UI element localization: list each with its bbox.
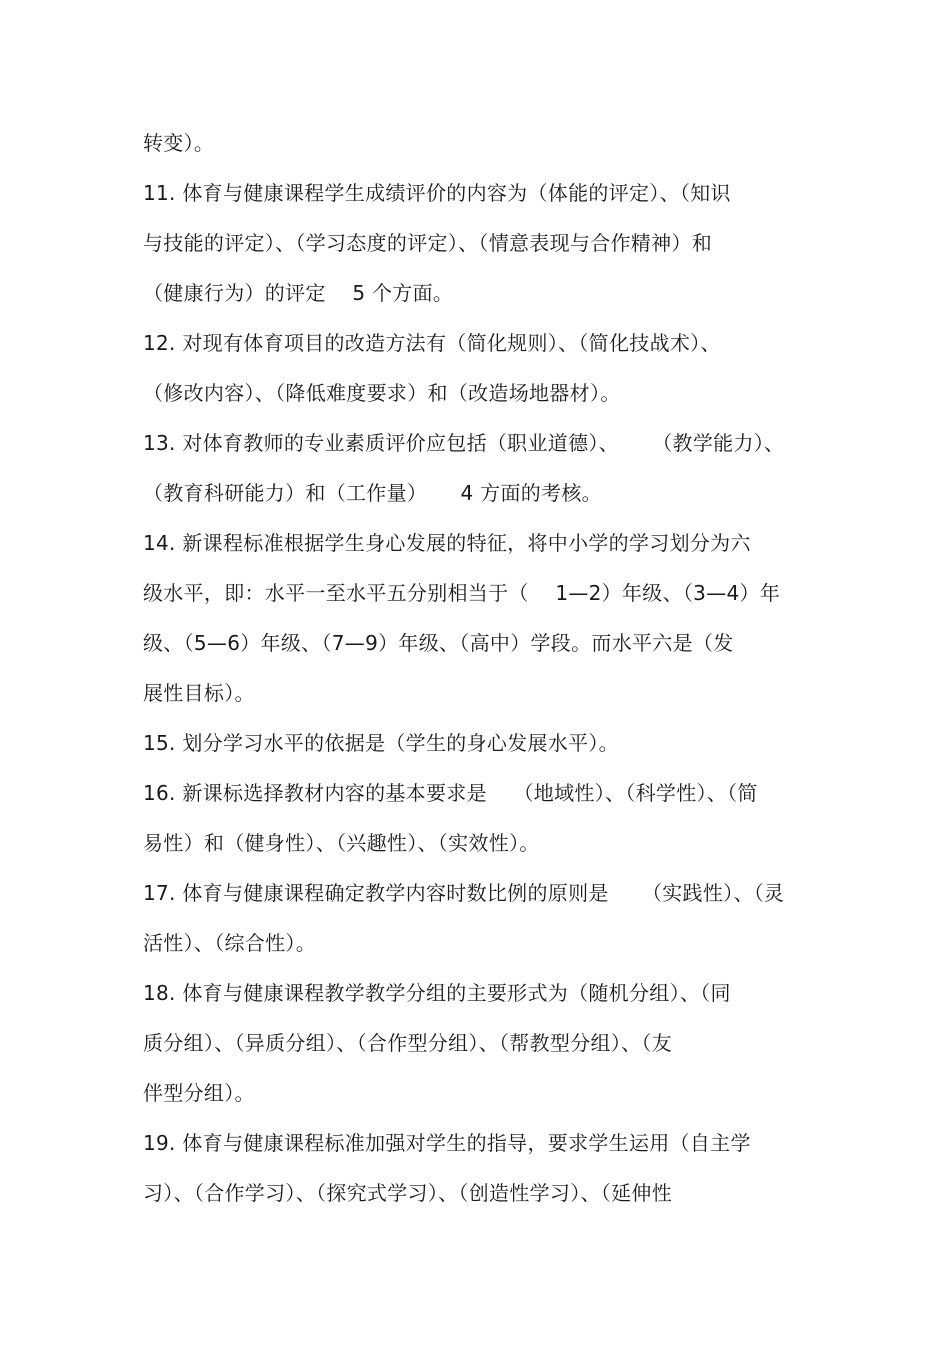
text-line: 14. 新课程标准根据学生身心发展的特征，将中小学的学习划分为六 xyxy=(143,531,751,555)
text-line: 习）、（合作学习）、（探究式学习）、（创造性学习）、（延伸性 xyxy=(143,1181,672,1205)
text-line: 18. 体育与健康课程教学教学分组的主要形式为（随机分组）、（同 xyxy=(143,981,731,1005)
text-line: 19. 体育与健康课程标准加强对学生的指导，要求学生运用（自主学 xyxy=(143,1131,751,1155)
text-line: 展性目标）。 xyxy=(143,681,255,705)
text-line: 与技能的评定）、（学习态度的评定）、（情意表现与合作精神）和 xyxy=(143,231,712,255)
text-line: 级、（5—6）年级、（7—9）年级、（高中）学段。而水平六是（发 xyxy=(143,631,734,655)
text-line: 11. 体育与健康课程学生成绩评价的内容为（体能的评定）、（知识 xyxy=(143,181,731,205)
text-line: 13. 对体育教师的专业素质评价应包括（职业道德）、 （教学能力）、 xyxy=(143,431,785,455)
text-line: 质分组）、（异质分组）、（合作型分组）、（帮教型分组）、（友 xyxy=(143,1031,672,1055)
text-line: 15. 划分学习水平的依据是（学生的身心发展水平）。 xyxy=(143,731,619,755)
text-line: （健康行为）的评定 5 个方面。 xyxy=(143,281,454,305)
text-line: （修改内容）、（降低难度要求）和（改造场地器材）。 xyxy=(143,381,621,405)
text-line: 转变）。 xyxy=(143,131,215,155)
text-line: 级水平，即：水平一至水平五分别相当于（ 1—2）年级、（3—4）年 xyxy=(143,581,781,605)
text-line: 伴型分组）。 xyxy=(143,1081,255,1105)
text-line: 12. 对现有体育项目的改造方法有（简化规则）、（简化技战术）、 xyxy=(143,331,721,355)
text-line: 活性）、（综合性）。 xyxy=(143,931,316,955)
text-line: 17. 体育与健康课程确定教学内容时数比例的原则是 （实践性）、（灵 xyxy=(143,881,785,905)
text-line: （教育科研能力）和（工作量） 4 方面的考核。 xyxy=(143,481,602,505)
text-line: 易性）和（健身性）、（兴趣性）、（实效性）。 xyxy=(143,831,540,855)
text-line: 16. 新课标选择教材内容的基本要求是 （地域性）、（科学性）、（简 xyxy=(143,781,758,805)
